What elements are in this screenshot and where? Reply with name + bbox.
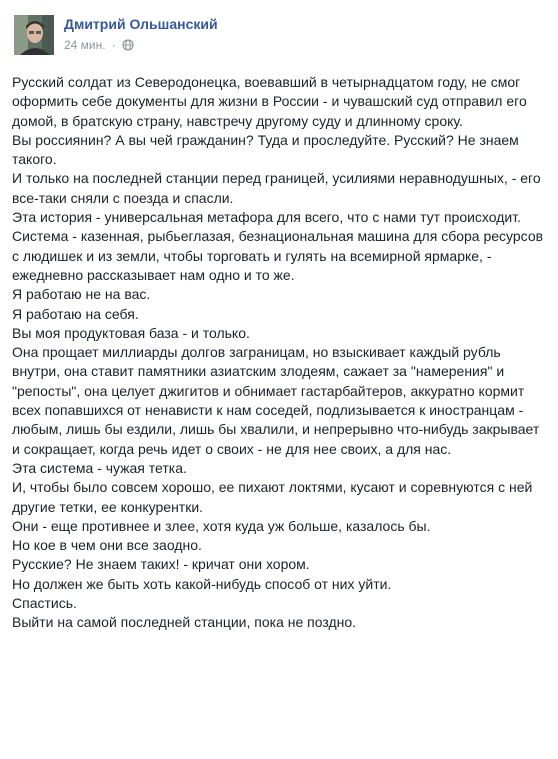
post-timestamp[interactable]: 24 мин. — [64, 38, 106, 52]
post-header — [12, 12, 546, 58]
post-paragraph: Она прощает миллиарды долгов заграницам, но взыскивает каждый рубль внутри, она ставит памятники азиатским злодеям, сажает за "намерения" и "репосты", она целует джигитов и обнимает гастарбайтеров, аккуратно кормит всех попавшихся от ненависти к нам соседей, подлизывается к иностранцам - любым, лишь бы ездили, лишь бы хвалили, и непрерывно что-нибудь закрывает и сокращает, когда речь идет о своих - не для нее своих, а для нас. — [12, 344, 540, 457]
post-paragraph: Эта история - универсальная метафора для всего, что с нами тут происходит. — [12, 209, 521, 226]
post-paragraph: Вы россиянин? А вы чей гражданин? Туда и проследуйте. Русский? Не знаем такого. — [12, 131, 519, 168]
post-subline — [64, 37, 218, 53]
post-paragraph: Эта система - чужая тетка. — [12, 459, 187, 476]
post-paragraph: Я работаю на себя. — [12, 305, 139, 322]
author-name-link[interactable]: Дмитрий Ольшанский — [64, 16, 218, 32]
post-paragraph: Спастись. — [12, 595, 77, 612]
author-avatar[interactable] — [14, 15, 54, 55]
avatar-photo-icon — [14, 15, 54, 55]
post-paragraph: И, чтобы было совсем хорошо, ее пихают локтями, кусают и соревнуются с ней другие тетки, ее конкурентки. — [12, 479, 533, 515]
post-paragraph: Выйти на самой последней станции, пока не поздно. — [12, 614, 357, 631]
post-paragraph: Я работаю не на вас. — [12, 286, 151, 303]
post-paragraph: Вы моя продуктовая база - и только. — [12, 324, 250, 341]
post-paragraph: Русский солдат из Северодонецка, воевавший в четырнадцатом году, не смог оформить себе документы для жизни в России - и чувашский суд отправил его домой, в братскую страну, навстречу другому суду и длинному сроку. — [12, 74, 527, 129]
meta-separator: · — [111, 38, 116, 52]
post-paragraph: Но кое в чем они все заодно. — [12, 537, 202, 554]
post-paragraph: Они - еще противнее и злее, хотя куда уж больше, казалось бы. — [12, 517, 431, 534]
post-paragraph: И только на последней станции перед границей, усилиями неравнодушных, - его все-таки сняли с поезда и спасли. — [12, 170, 541, 206]
post-paragraph: Русские? Не знаем таких! - кричат они хором. — [12, 556, 310, 573]
post-body-text — [12, 73, 546, 633]
globe-icon[interactable] — [122, 39, 134, 51]
post-paragraph: Но должен же быть хоть какой-нибудь способ от них уйти. — [12, 575, 392, 592]
post-meta — [64, 12, 218, 53]
post-paragraph: Система - казенная, рыбьеглазая, безнациональная машина для сбора ресурсов с людишек и из земли, чтобы торговать и гулять на всемирной ярмарке, - ежедневно рассказывает нам одно и то же. — [12, 228, 544, 283]
